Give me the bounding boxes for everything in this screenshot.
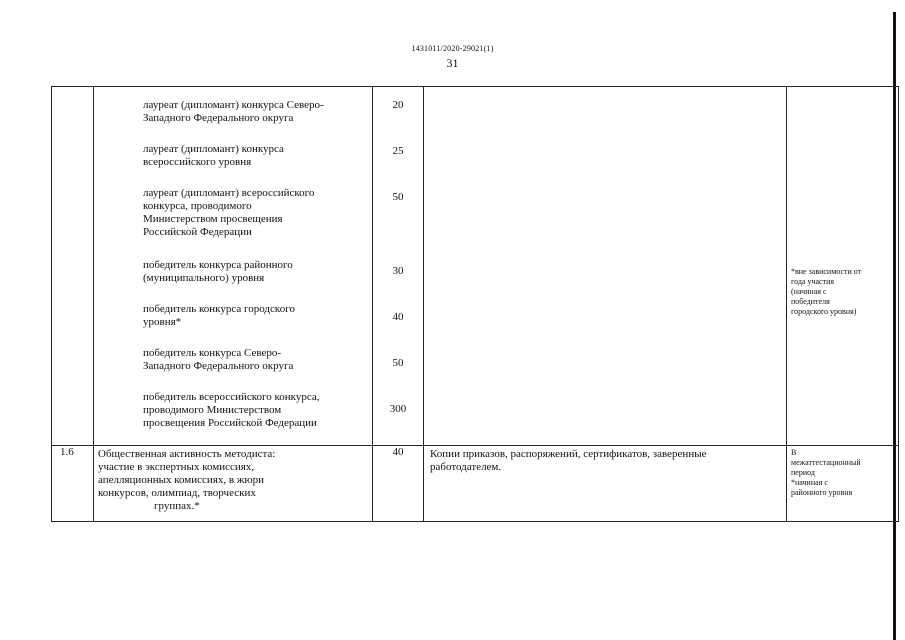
item-number: 1.6 [52,446,94,522]
number-cell [52,87,94,446]
note-cell: В межаттестационный период *начиная с районного уровня [787,446,899,522]
points-value: 300 [389,403,407,415]
entry: лауреат (дипломант) всероссийского конкурса, проводимого Министерством просвещения Российской Федерации [143,187,315,238]
points-value: 50 [392,357,404,369]
documents-cell: Копии приказов, распоряжений, сертификатов, заверенные работодателем. [424,446,787,522]
points-value: 30 [392,265,404,277]
points-cell [373,87,424,446]
points-value: 25 [392,145,404,157]
activity-cell: Общественная активность методиста: участие в экспертных комиссиях, апелляционных комиссиях, в жюри конкурсов, олимпиад, творческих группах.* [94,446,373,522]
entry: победитель всероссийского конкурса, проводимого Министерством просвещения Российской Федерации [143,391,320,429]
table-row [52,87,899,446]
entries-cell [94,87,373,446]
table-row [52,446,899,522]
entry: лауреат (дипломант) конкурса Северо- Западного Федерального округа [143,99,324,124]
entry: победитель конкурса районного (муниципального) уровня [143,259,293,284]
note-cell: *вне зависимости от года участия (начиная с победителя городского уровня) [787,87,899,446]
entry: победитель конкурса Северо- Западного Федерального округа [143,347,294,372]
points-value: 40 [392,311,404,323]
points-value: 40 [373,446,424,522]
entry: победитель конкурса городского уровня* [143,303,295,328]
page-number: 31 [446,56,459,70]
entry: лауреат (дипломант) конкурса всероссийского уровня [143,143,284,168]
points-value: 50 [392,191,404,203]
criteria-table [51,86,899,522]
document-id: 1431011/2020-29021(1) [411,44,494,53]
points-value: 20 [392,99,404,111]
documents-cell [424,87,787,446]
